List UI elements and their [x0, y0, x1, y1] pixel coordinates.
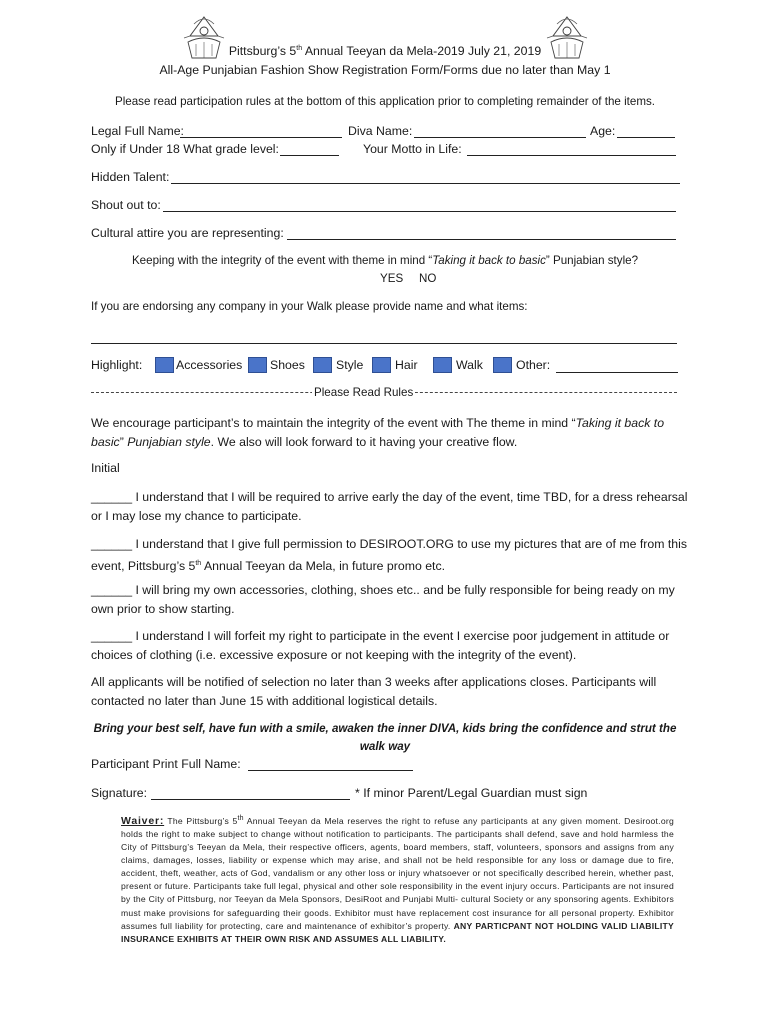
accessories-label: Accessories: [176, 358, 243, 372]
print-name-label: Participant Print Full Name:: [91, 757, 241, 771]
talent-label: Hidden Talent:: [91, 170, 170, 184]
other-checkbox[interactable]: [493, 357, 512, 373]
diva-name-field[interactable]: [414, 137, 586, 138]
motto-line: Bring your best self, have fun with a smile, awaken the inner DIVA, kids bring the confidence and strut the walk way: [93, 722, 677, 753]
walk-label: Walk: [456, 358, 483, 372]
other-field[interactable]: [556, 372, 678, 373]
grade-label: Only if Under 18 What grade level:: [91, 142, 279, 156]
style-checkbox[interactable]: [313, 357, 332, 373]
notification-paragraph: All applicants will be notified of selection no later than 3 weeks after applications closes. Participants will contacted no later than June 15 with additional logistical details.: [91, 675, 657, 708]
encourage-text-3: . We also will look forward to it having your creative flow.: [210, 435, 518, 449]
motto-field[interactable]: [467, 155, 676, 156]
yes-option[interactable]: YES: [380, 272, 404, 285]
rules-divider-label: Please Read Rules: [314, 386, 414, 399]
signature-label: Signature:: [91, 786, 148, 800]
rule-item: [91, 627, 691, 665]
attire-label: Cultural attire you are representing:: [91, 226, 284, 240]
style-label: Style: [336, 358, 364, 372]
grade-field[interactable]: [280, 155, 339, 156]
encourage-italic-1: Taking it back to: [575, 416, 665, 430]
waiver-text: The Pittsburg’s 5: [164, 815, 238, 826]
waiver-text-b: Annual Teeyan da Mela reserves the right to refuse any participants at any given moment. Desiroot.org holds the right to make subject to change without notification to participants. The participants shall defend, save and hold harmless the City of Pittsburg’s Teeyan da Mela, their respective officers, agents, board members, staff, volunteers, sponsors and assigns from any claims, damages, losses, liability or expense which may arise, and shall not be held responsible for any loss or damage due to fire, accident, theft, weather, acts of God, vandalism or any other loss or injury whatsoever or not specifically described herein, whether past, present or future. Participants take full legal, physical and other sole responsibility in the event injury occurs. Participants are not insured by the City of Pittsburg, nor Teeyan da Mela Sponsors, DesiRoot and Punjabi Multi- cultural Society or any sponsoring agents. Exhibitors must make provisions for safeguarding their goods. Exhibitor must have replacement cost insurance for all personal property. Exhibitor assumes full liability for protecting, care and maintenance of exhibitor’s property.: [121, 815, 674, 931]
rule-item: [91, 581, 691, 619]
waiver-bold: ANY PARTICPANT NOT HOLDING VALID LIABILITY INSURANCE EXHIBITS AT THEIR OWN RISK AND ASSUMES ALL LIABILITY.: [121, 920, 674, 944]
initial-blank[interactable]: ______: [91, 629, 133, 643]
highlight-label: Highlight:: [91, 358, 143, 372]
no-option[interactable]: NO: [419, 272, 437, 285]
print-name-field[interactable]: [248, 770, 413, 771]
other-label: Other:: [516, 358, 551, 372]
rule-text: I will bring my own accessories, clothing, shoes etc.. and be fully responsible for being ready on my own prior to show starting.: [91, 583, 675, 616]
diva-name-label: Diva Name:: [348, 124, 413, 138]
initial-blank[interactable]: ______: [91, 583, 133, 597]
encourage-text-1: We encourage participant’s to maintain the integrity of the event with The theme in mind “: [91, 416, 576, 430]
age-label: Age:: [590, 124, 616, 138]
attire-field[interactable]: [287, 239, 676, 240]
encourage-italic-2: basic: [91, 435, 120, 449]
theme-italic: Taking it back to basic: [432, 254, 546, 267]
encourage-italic-3: Punjabian style: [127, 435, 211, 449]
waiver-sup: th: [237, 815, 244, 822]
motto-label: Your Motto in Life:: [363, 142, 462, 156]
hair-checkbox[interactable]: [372, 357, 391, 373]
legal-name-field[interactable]: [180, 137, 342, 138]
rule-text-b: Annual Teeyan da Mela, in future promo etc.: [201, 559, 446, 574]
title-sup: th: [296, 44, 303, 52]
waiver-title: Waiver:: [121, 814, 165, 827]
initial-blank[interactable]: ______: [91, 490, 133, 504]
form-subtitle: All-Age Punjabian Fashion Show Registration Form/Forms due no later than May 1: [159, 63, 611, 77]
endorse-question: If you are endorsing any company in your Walk please provide name and what items:: [91, 300, 528, 313]
encourage-paragraph: [91, 414, 691, 452]
initial-heading: Initial: [91, 461, 120, 475]
legal-name-label: Legal Full Name:: [91, 124, 184, 138]
endorse-field[interactable]: [91, 343, 677, 344]
shout-field[interactable]: [163, 211, 676, 212]
signature-field[interactable]: [151, 799, 350, 800]
rule-text: I understand that I will be required to arrive early the day of the event, time TBD, for a dress rehearsal or I may lose my chance to participate.: [91, 490, 688, 523]
rule-item: [91, 488, 691, 526]
shoes-checkbox[interactable]: [248, 357, 267, 373]
intro-text: Please read participation rules at the bottom of this application prior to completing remainder of the items.: [114, 95, 656, 108]
signature-note: * If minor Parent/Legal Guardian must sign: [355, 786, 588, 800]
title-text-b: Annual Teeyan da Mela-2019 July 21, 2019: [302, 44, 542, 58]
shoes-label: Shoes: [270, 358, 305, 372]
rule-text: I understand that I give full permission to DESIROOT.ORG to use my pictures that are of me from this event, Pittsburg’s 5: [91, 537, 687, 574]
talent-field[interactable]: [171, 183, 680, 184]
rule-sup: th: [195, 560, 202, 567]
accessories-checkbox[interactable]: [155, 357, 174, 373]
initial-blank[interactable]: ______: [91, 537, 133, 551]
waiver-paragraph: [121, 812, 674, 946]
theme-question: [0, 254, 770, 267]
rule-text: I understand I will forfeit my right to participate in the event I exercise poor judgement in attitude or choices of clothing (i.e. excessive exposure or not keeping with the integrity of the event).: [91, 629, 670, 662]
theme-prefix: Keeping with the integrity of the event with theme in mind “: [131, 254, 433, 267]
shout-label: Shout out to:: [91, 198, 161, 212]
encourage-text-2: ”: [119, 435, 128, 449]
title-text: Pittsburg’s 5: [228, 44, 297, 58]
age-field[interactable]: [617, 137, 675, 138]
hair-label: Hair: [395, 358, 418, 372]
theme-suffix: ” Punjabian style?: [545, 254, 639, 267]
rule-item: [91, 535, 691, 576]
walk-checkbox[interactable]: [433, 357, 452, 373]
form-title: [0, 44, 770, 58]
